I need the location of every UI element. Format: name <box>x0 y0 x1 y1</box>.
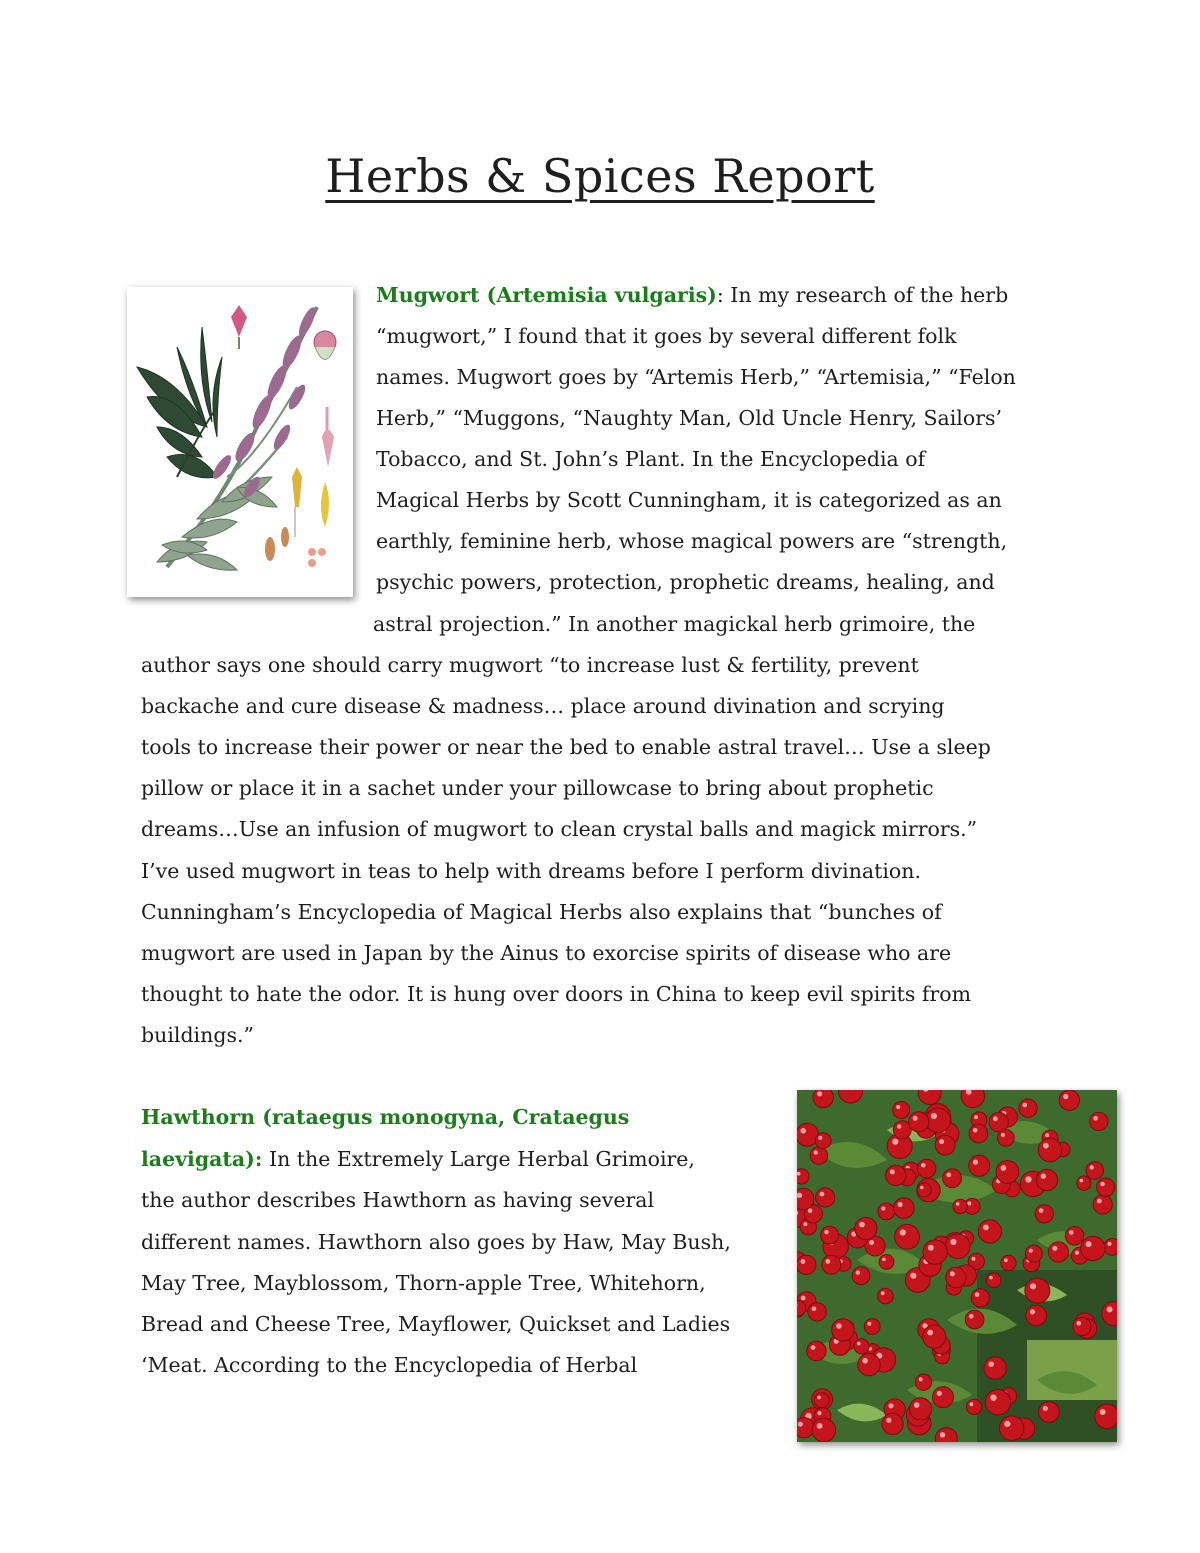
mugwort-illustration <box>127 287 353 597</box>
mugwort-line-8: psychic powers, protection, prophetic dreams, healing, and <box>376 570 995 594</box>
mugwort-line-11: backache and cure disease & madness… place around divination and scrying <box>141 694 945 718</box>
hawthorn-heading-cont: laevigata): <box>141 1147 263 1171</box>
mugwort-line-5: Tobacco, and St. John’s Plant. In the Encyclopedia of <box>376 447 926 471</box>
hawthorn-line-1 <box>141 1145 695 1173</box>
mugwort-line-6: Magical Herbs by Scott Cunningham, it is categorized as an <box>376 488 1002 512</box>
mugwort-line-12: tools to increase their power or near the bed to enable astral travel… Use a sleep <box>141 735 991 759</box>
hawthorn-heading: Hawthorn (rataegus monogyna, Crataegus <box>141 1105 630 1129</box>
mugwort-line-14: dreams…Use an infusion of mugwort to clean crystal balls and magick mirrors.” <box>141 817 978 841</box>
mugwort-line-text: : In my research of the herb <box>716 283 1009 307</box>
mugwort-line-15: I’ve used mugwort in teas to help with dreams before I perform divination. <box>141 859 921 883</box>
mugwort-line-3: names. Mugwort goes by “Artemis Herb,” “Artemisia,” “Felon <box>376 365 1016 389</box>
hawthorn-line-6: ‘Meat. According to the Encyclopedia of Herbal <box>141 1353 638 1377</box>
mugwort-line-13: pillow or place it in a sachet under your pillowcase to bring about prophetic <box>141 776 934 800</box>
mugwort-line-10: author says one should carry mugwort “to increase lust & fertility, prevent <box>141 653 919 677</box>
mugwort-line-18: thought to hate the odor. It is hung over doors in China to keep evil spirits from <box>141 982 972 1006</box>
mugwort-line-4: Herb,” “Muggons, “Naughty Man, Old Uncle Henry, Sailors’ <box>376 406 1003 430</box>
hawthorn-line-5: Bread and Cheese Tree, Mayflower, Quickset and Ladies <box>141 1312 731 1336</box>
mugwort-line-19: buildings.” <box>141 1023 254 1047</box>
mugwort-line-16: Cunningham’s Encyclopedia of Magical Herbs also explains that “bunches of <box>141 900 942 924</box>
mugwort-line-1 <box>376 281 1008 309</box>
mugwort-line-9: astral projection.” In another magickal herb grimoire, the <box>373 612 976 636</box>
hawthorn-line-2: the author describes Hawthorn as having several <box>141 1188 655 1212</box>
page-title: Herbs & Spices Report <box>325 149 875 203</box>
hawthorn-line-4: May Tree, Mayblossom, Thorn-apple Tree, Whitehorn, <box>141 1271 706 1295</box>
mugwort-heading: Mugwort (Artemisia vulgaris) <box>376 283 717 307</box>
mugwort-line-7: earthly, feminine herb, whose magical powers are “strength, <box>376 529 1008 553</box>
hawthorn-line-text: In the Extremely Large Herbal Grimoire, <box>262 1147 695 1171</box>
hawthorn-photo <box>797 1090 1117 1442</box>
mugwort-line-2: “mugwort,” I found that it goes by several different folk <box>376 324 957 348</box>
hawthorn-line-3: different names. Hawthorn also goes by Haw, May Bush, <box>141 1230 731 1254</box>
mugwort-line-17: mugwort are used in Japan by the Ainus to exorcise spirits of disease who are <box>141 941 952 965</box>
